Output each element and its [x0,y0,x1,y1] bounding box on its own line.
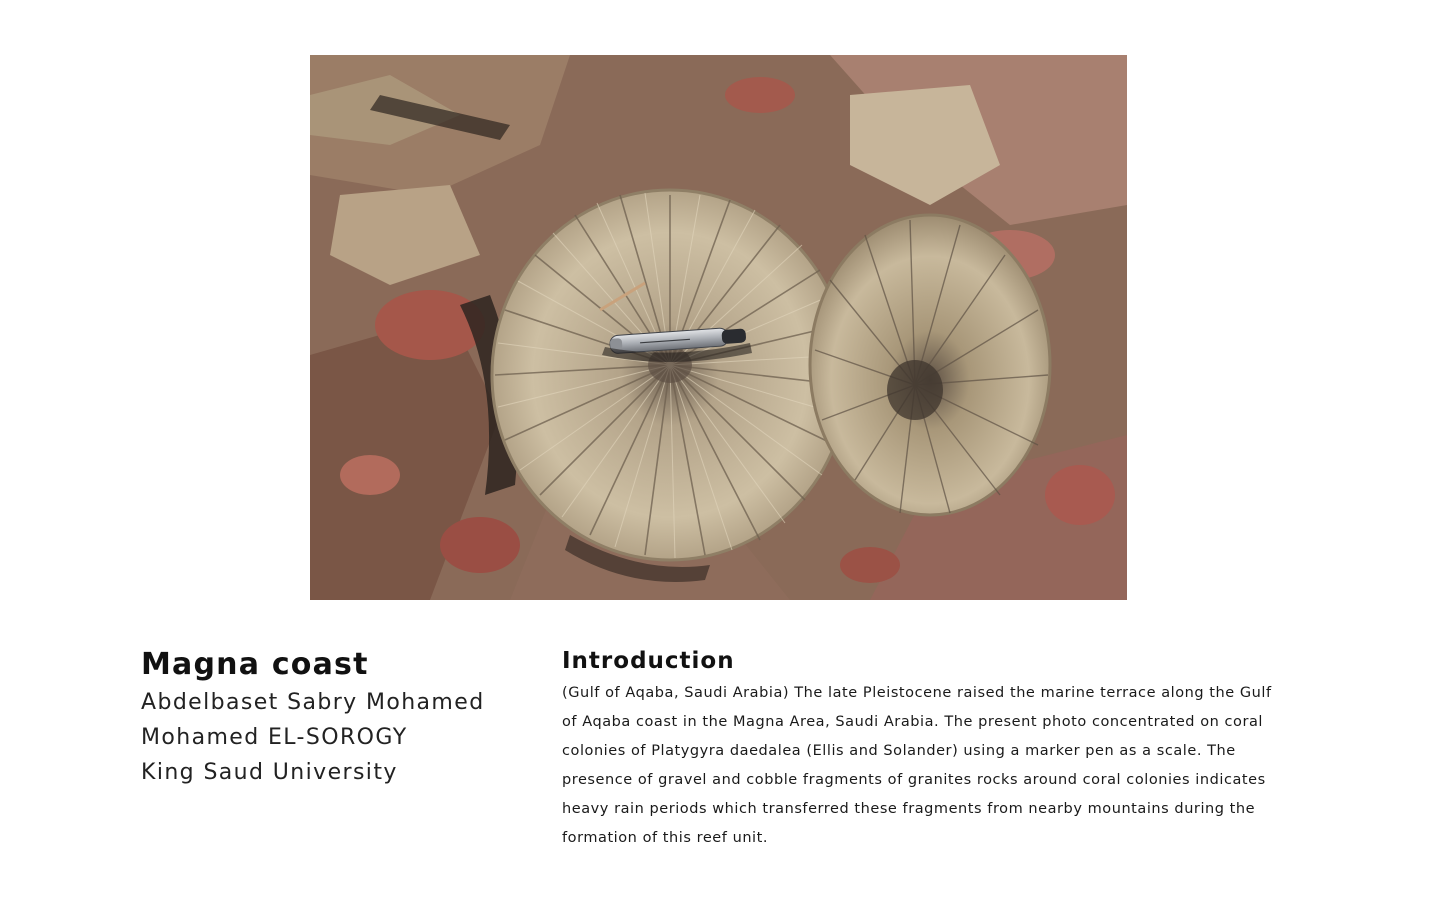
author-line-2: Mohamed EL-SOROGY [141,725,408,750]
photo-caption [141,645,541,790]
introduction-heading: Introduction [562,648,735,674]
introduction-body: (Gulf of Aqaba, Saudi Arabia) The late Pleistocene raised the marine terrace along the Gulf of Aqaba coast in the Magna Area, Saudi Arabia. The present photo concentrated on coral colonies of Platygyra daedalea (Ellis and Solander) using a marker pen as a scale. The presence of gravel and cobble fragments of granites rocks around coral colonies indicates heavy rain periods which transferred these fragments from nearby mountains during the formation of this reef unit. [562,685,1272,846]
introduction-section [562,645,1282,853]
author-line-1: Abdelbaset Sabry Mohamed [141,690,485,715]
coral-photo-illustration [310,55,1127,600]
photo-title: Magna coast [141,647,369,682]
coral-photo [310,55,1127,600]
affiliation-line: King Saud University [141,760,398,785]
